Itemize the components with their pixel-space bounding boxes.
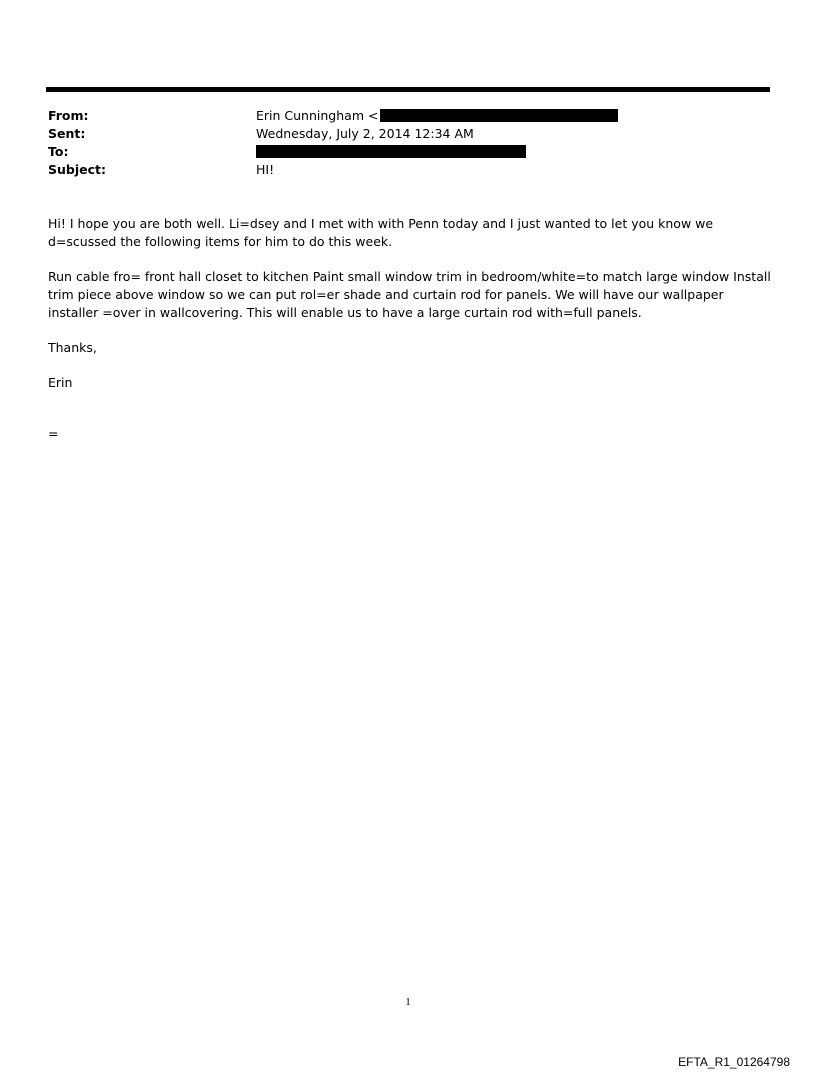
- to-value: [256, 143, 526, 161]
- from-name: Erin Cunningham <: [256, 108, 379, 123]
- redaction-block: [256, 145, 526, 158]
- body-paragraph: Hi! I hope you are both well. Li=dsey and I met with with Penn today and I just wanted to let you know we d=scussed the following items for him to do this week.: [48, 216, 714, 249]
- body-paragraph: Run cable fro= front hall closet to kitchen Paint small window trim in bedroom/white=to match large window Install trim piece above window so we can put rol=er shade and curtain rod for panels. We will have our wallpaper installer =over in wallcovering. This will enable us to have a large curtain rod with=full panels.: [48, 269, 771, 320]
- signature: Erin: [48, 375, 73, 390]
- email-body: [48, 215, 772, 460]
- sent-value: Wednesday, July 2, 2014 12:34 AM: [256, 126, 474, 141]
- to-label: To:: [48, 144, 69, 159]
- subject-row: [48, 161, 768, 179]
- subject-label: Subject:: [48, 162, 106, 177]
- subject-value: HI!: [256, 162, 275, 177]
- header-divider: [46, 87, 770, 92]
- trailing-character: =: [48, 426, 59, 441]
- from-value: [256, 107, 618, 125]
- page-number: 1: [405, 996, 411, 1008]
- to-row: [48, 143, 768, 161]
- email-header: [48, 107, 768, 179]
- redaction-block: [380, 109, 618, 122]
- sent-label: Sent:: [48, 126, 86, 141]
- bates-number: EFTA_R1_01264798: [678, 1055, 790, 1069]
- from-label: From:: [48, 108, 89, 123]
- from-row: [48, 107, 768, 125]
- closing: Thanks,: [48, 340, 97, 355]
- sent-row: [48, 125, 768, 143]
